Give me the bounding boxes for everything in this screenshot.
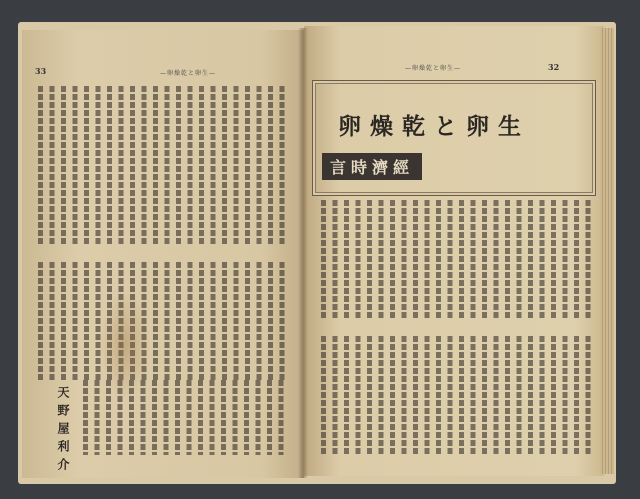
column-label: 言時濟經 xyxy=(322,153,422,180)
left-page-number: 33 xyxy=(35,66,47,76)
body-text-block xyxy=(318,200,594,320)
author-name: 天野屋利介 xyxy=(56,386,70,476)
paper-stain xyxy=(100,290,150,400)
left-running-header: —卵燥乾と卵生— xyxy=(160,70,217,77)
gutter xyxy=(298,28,308,478)
article-title: 卵燥乾と卵生 xyxy=(338,113,530,140)
body-text-block xyxy=(35,262,290,382)
right-page-number: 32 xyxy=(548,62,560,72)
page-edges xyxy=(600,28,614,474)
right-running-header: —卵燥乾と卵生— xyxy=(405,65,462,72)
body-text-block xyxy=(35,86,290,246)
body-text-block xyxy=(318,336,594,454)
